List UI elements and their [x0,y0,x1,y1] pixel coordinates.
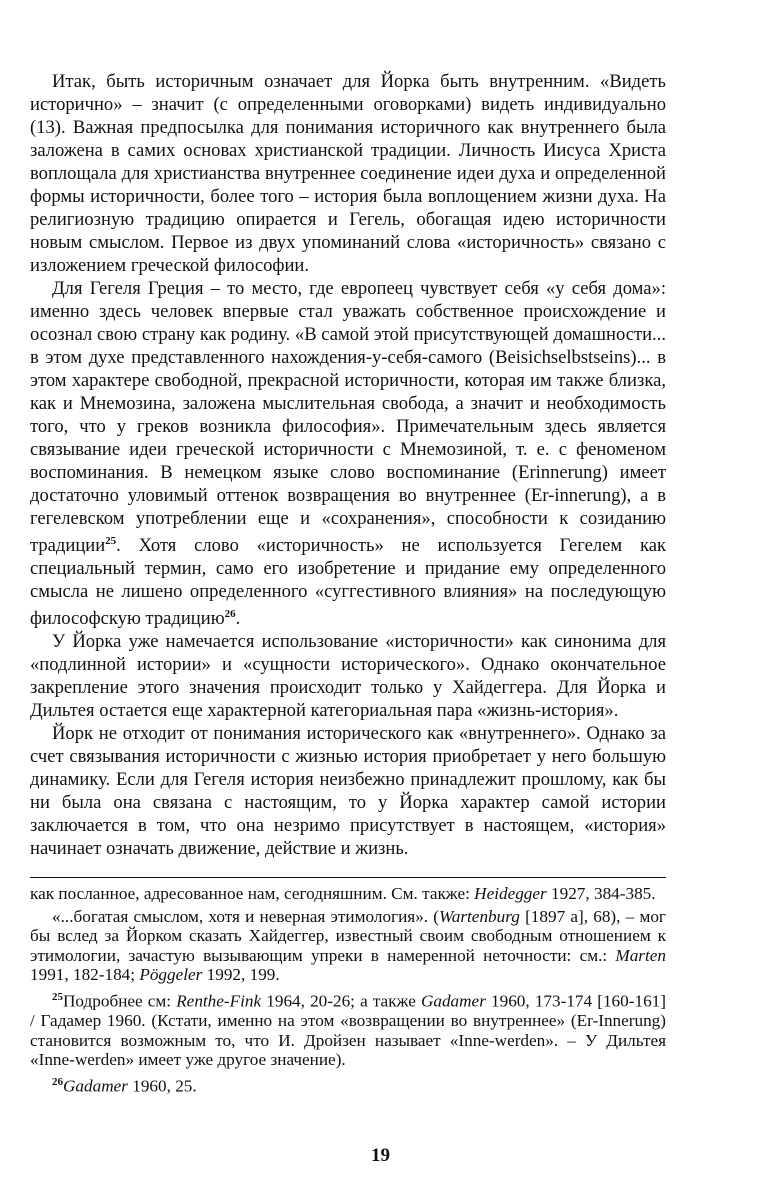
footnote-number: 25 [52,990,63,1003]
reference: 1991, 182-184; [30,965,140,985]
author-name: Marten [615,945,666,965]
footnotes [30,884,666,1099]
reference: 1927, 384-385. [546,884,656,903]
paragraph-2-end: . [235,608,241,630]
paragraph-3: У Йорка уже намечается использование «историчности» как синонима для «подлинной истории» и «сущности исторического». Однако окончательное закрепление этого значения происходит только у Хайдеггера. Для Йорка и Дильтея остается еще характерной категориальная пара «жизнь-история». [30,631,666,722]
reference: 1992, 199. [202,965,280,985]
reference: [1897 a], 68), – мог бы вслед за Йорком сказать Хайдеггер, известный своим свободным отношением к этимологии, зачастую вызывающим упреки в намеренной неточности: см.: [30,906,666,965]
footnote-number: 26 [52,1076,63,1089]
footnote-26 [30,1073,666,1096]
footnote-continued [30,884,666,904]
footnote-etymology [30,907,666,985]
author-name: Heidegger [474,884,547,903]
author-name: Renthe-Fink [176,991,262,1011]
author-name: Gadamer [63,1076,128,1096]
reference: 1964, 20-26; а также [261,991,421,1011]
paragraph-2-text: Для Гегеля Греция – то место, где европеец чувствует себя «у себя дома»: именно здесь человек впервые стал уважать собственное происхождение и осознал свою страну как родину. «В самой этой присутствующей домашности... в этом духе представленного нахождения-у-себя-самого (Beisichselbstseins)... в этом характере свободной, прекрасной историчности, которая им также близка, как и Мнемозина, заложена мыслительная свобода, а значит и необходимость того, что у греков возникла философия». Примечательным здесь является связывание идеи греческой историчности с Мнемозиной, т. е. с феноменом воспоминания. В немецком языке слово воспоминание (Erinnerung) имеет достаточно уловимый оттенок возвращения во внутреннее (Er-innerung), а в гегелевском употреблении еще и «сохранения», способности к созиданию традиции [30,278,666,557]
footnote-text: «...богатая смыслом, хотя и неверная этимология». ( [52,906,440,926]
author-name: Gadamer [420,991,486,1011]
page-number: 19 [371,1145,390,1166]
footnote-divider [30,877,666,878]
main-text [30,70,666,860]
paragraph-2 [30,277,666,630]
footnote-text: Подробнее см: [63,991,177,1011]
reference: 1960, 173-174 [160-161] / Гадамер 1960. (Кстати, именно на этом «возвращении во внутреннее» (Er-Innerung) становится возможным то, что И. Дройзен называет «Inne-werden». – У Дильтея «Inne-werden» имеет уже другое значение). [30,991,666,1070]
paragraph-4: Йорк не отходит от понимания исторического как «внутреннего». Однако за счет связывания историчности с жизнью история приобретает у него большую динамику. Если для Гегеля история неизбежно принадлежит прошлому, как бы ни была она связана с настоящим, то у Йорка характер самой истории заключается в том, что она незримо присутствует в настоящем, «история» начинает означать движение, действие и жизнь. [30,723,666,860]
footnote-25 [30,988,666,1070]
reference: 1960, 25. [127,1076,197,1096]
footnote-ref-25: 25 [105,535,117,547]
footnote-ref-26: 26 [224,608,236,621]
paragraph-1: Итак, быть историчным означает для Йорка быть внутренним. «Видеть исторично» – значит (с определенными оговорками) видеть индивидуально (13). Важная предпосылка для понимания историчного как внутреннего была заложена в самих основах христианской традиции. Личность Иисуса Христа воплощала для христианства внутреннее соединение идеи духа и определенной формы историчности, более того – история была воплощением жизни духа. На религиозную традицию опирается и Гегель, обогащая идею историчности новым смыслом. Первое из двух упоминаний слова «историчность» связано с изложением греческой философии. [30,71,666,276]
paragraph-2-text-cont: . Хотя слово «историчность» не используется Гегелем как специальный термин, само его изобретение и придание ему определенного смысла не лишено определенного «суггестивного влияния» на последующую философскую традицию [30,535,666,630]
footnote-text: как посланное, адресованное нам, сегодняшним. См. также: [30,884,475,903]
author-name: Pöggeler [139,965,203,985]
author-name: Wartenburg [439,906,520,926]
